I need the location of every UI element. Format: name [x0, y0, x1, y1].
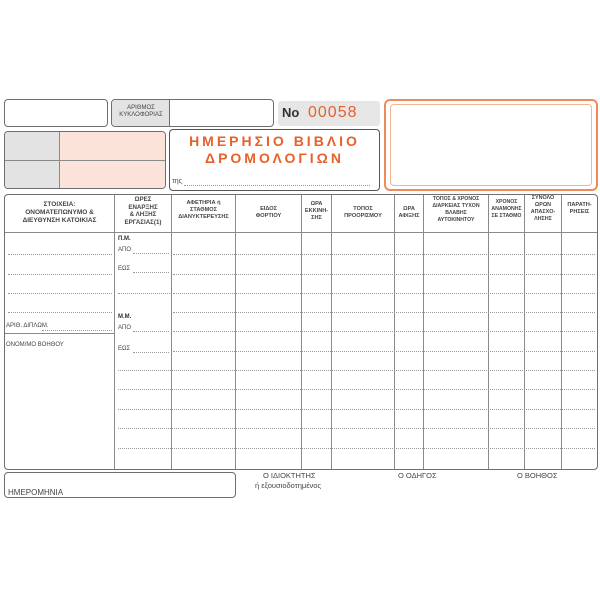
date-of-line[interactable] — [184, 185, 370, 186]
am-from-line[interactable] — [133, 253, 169, 254]
data-row-line[interactable] — [173, 331, 595, 332]
helper-signature-label: Ο ΒΟΗΘΟΣ — [517, 471, 558, 480]
vehicle-number-field[interactable] — [172, 102, 272, 124]
pm-label: Μ.Μ. — [118, 314, 132, 320]
data-row-line[interactable] — [118, 409, 595, 410]
date-label: ΗΜΕΡΟΜΗΝΙΑ — [8, 488, 64, 497]
license-line[interactable] — [42, 330, 112, 331]
col-sep-1 — [114, 195, 115, 469]
pm-to-label: ΕΩΣ — [118, 346, 131, 352]
details-divider — [5, 333, 114, 334]
col-header-departure: ΩΡΑ ΕΚΚΙΝΗ- ΣΗΣ — [304, 201, 329, 221]
data-row-line[interactable] — [118, 293, 170, 294]
pm-from-line[interactable] — [133, 331, 169, 332]
assistant-label: ΟΝΟΜ/ΜΟ ΒΟΗΘΟΥ — [6, 342, 64, 348]
details-line-1[interactable] — [8, 254, 112, 255]
details-line-3[interactable] — [8, 293, 112, 294]
col-header-remarks: ΠΑΡΑΤΗ- ΡΗΣΕΙΣ — [567, 202, 592, 215]
am-from-label: ΑΠΟ — [118, 247, 132, 253]
grid-hsep — [5, 160, 165, 161]
serial-number-box — [278, 101, 380, 126]
driver-signature-label: Ο ΟΔΗΓΟΣ — [398, 471, 437, 480]
col-header-cargo: ΕΙΔΟΣ ΦΟΡΤΙΟΥ — [255, 206, 282, 219]
details-line-4[interactable] — [8, 312, 112, 313]
owner-info-grid — [4, 131, 166, 189]
title-box — [169, 129, 380, 191]
owner-signature-label: Ο ΙΔΙΟΚΤΗΤΗΣ — [263, 471, 316, 480]
col-header-total-hours: ΣΥΝΟΛΟ ΩΡΩΝ ΑΠΑΣΧΟ- ΛΗΣΗΣ — [530, 195, 556, 222]
grid-grey-bottom — [5, 161, 59, 188]
data-row-line[interactable] — [118, 448, 595, 449]
col-header-breakdown: ΤΟΠΟΣ & ΧΡΟΝΟΣ ΔΙΑΡΚΕΙΑΣ ΤΥΧΟΝ ΒΛΑΒΗΣ ΑΥΤΟΚΙΝΗΤΟΥ — [432, 196, 480, 223]
serial-number: 00058 — [308, 104, 358, 121]
col-header-waiting: ΧΡΟΝΟΣ ΑΝΑΜΟΝΗΣ ΣΕ ΣΤΑΘΜΟ — [491, 199, 522, 219]
col-header-details: ΣΤΟΙΧΕΙΑ: ΟΝΟΜΑΤΕΠΩΝΥΜΟ & ΔΙΕΥΘΥΝΣΗ ΚΑΤΟΙΚΙΑΣ — [22, 201, 97, 224]
data-row-line[interactable] — [118, 389, 595, 390]
date-of-label: της — [172, 178, 183, 185]
stamp-box-inner — [390, 104, 592, 186]
serial-no-label: No — [282, 105, 300, 120]
data-row-line[interactable] — [173, 312, 595, 313]
col-header-destination: ΤΟΠΟΣ ΠΡΟΟΡΙΣΜΟΥ — [344, 206, 382, 219]
pm-to-line[interactable] — [133, 352, 169, 353]
date-box[interactable] — [4, 472, 236, 498]
data-row-line[interactable] — [118, 428, 595, 429]
top-blank-box[interactable] — [4, 99, 108, 127]
am-to-line[interactable] — [133, 272, 169, 273]
data-row-line[interactable] — [173, 351, 595, 352]
stamp-box — [384, 99, 598, 191]
title-line-1: ΗΜΕΡΗΣΙΟ ΒΙΒΛΙΟ — [189, 133, 360, 149]
data-row-line[interactable] — [173, 254, 595, 255]
license-label: ΑΡΙΘ. ΔΙΠΛΩΜ. — [6, 323, 49, 329]
vehicle-number-label: ΑΡΙΘΜΟΣ ΚΥΚΛΟΦΟΡΙΑΣ — [119, 105, 163, 118]
am-label: Π.Μ. — [118, 236, 131, 242]
grid-pink-bottom[interactable] — [60, 161, 165, 188]
col-header-arrival: ΩΡΑ ΑΦΙΞΗΣ — [398, 206, 420, 219]
data-row-line[interactable] — [173, 293, 595, 294]
data-row-line[interactable] — [118, 370, 595, 371]
title-line-2: ΔΡΟΜΟΛΟΓΙΩΝ — [205, 150, 344, 166]
pm-from-label: ΑΠΟ — [118, 325, 132, 331]
grid-pink-top[interactable] — [60, 132, 165, 160]
col-header-hours: ΩΡΕΣ ΕΝΑΡΞΗΣ & ΛΗΞΗΣ ΕΡΓΑΣΙΑΣ(1) — [124, 196, 162, 226]
col-header-origin: ΑΦΕΤΗΡΙΑ ή ΣΤΑΘΜΟΣ ΔΙΑΝΥΚΤΕΡΕΥΣΗΣ — [178, 200, 229, 220]
am-to-label: ΕΩΣ — [118, 266, 131, 272]
data-row-line[interactable] — [173, 274, 595, 275]
details-line-2[interactable] — [8, 274, 112, 275]
grid-grey-top — [5, 132, 59, 160]
vehicle-number-box — [111, 99, 274, 127]
authorized-label: ή εξουσιοδοτημένος — [255, 481, 322, 490]
